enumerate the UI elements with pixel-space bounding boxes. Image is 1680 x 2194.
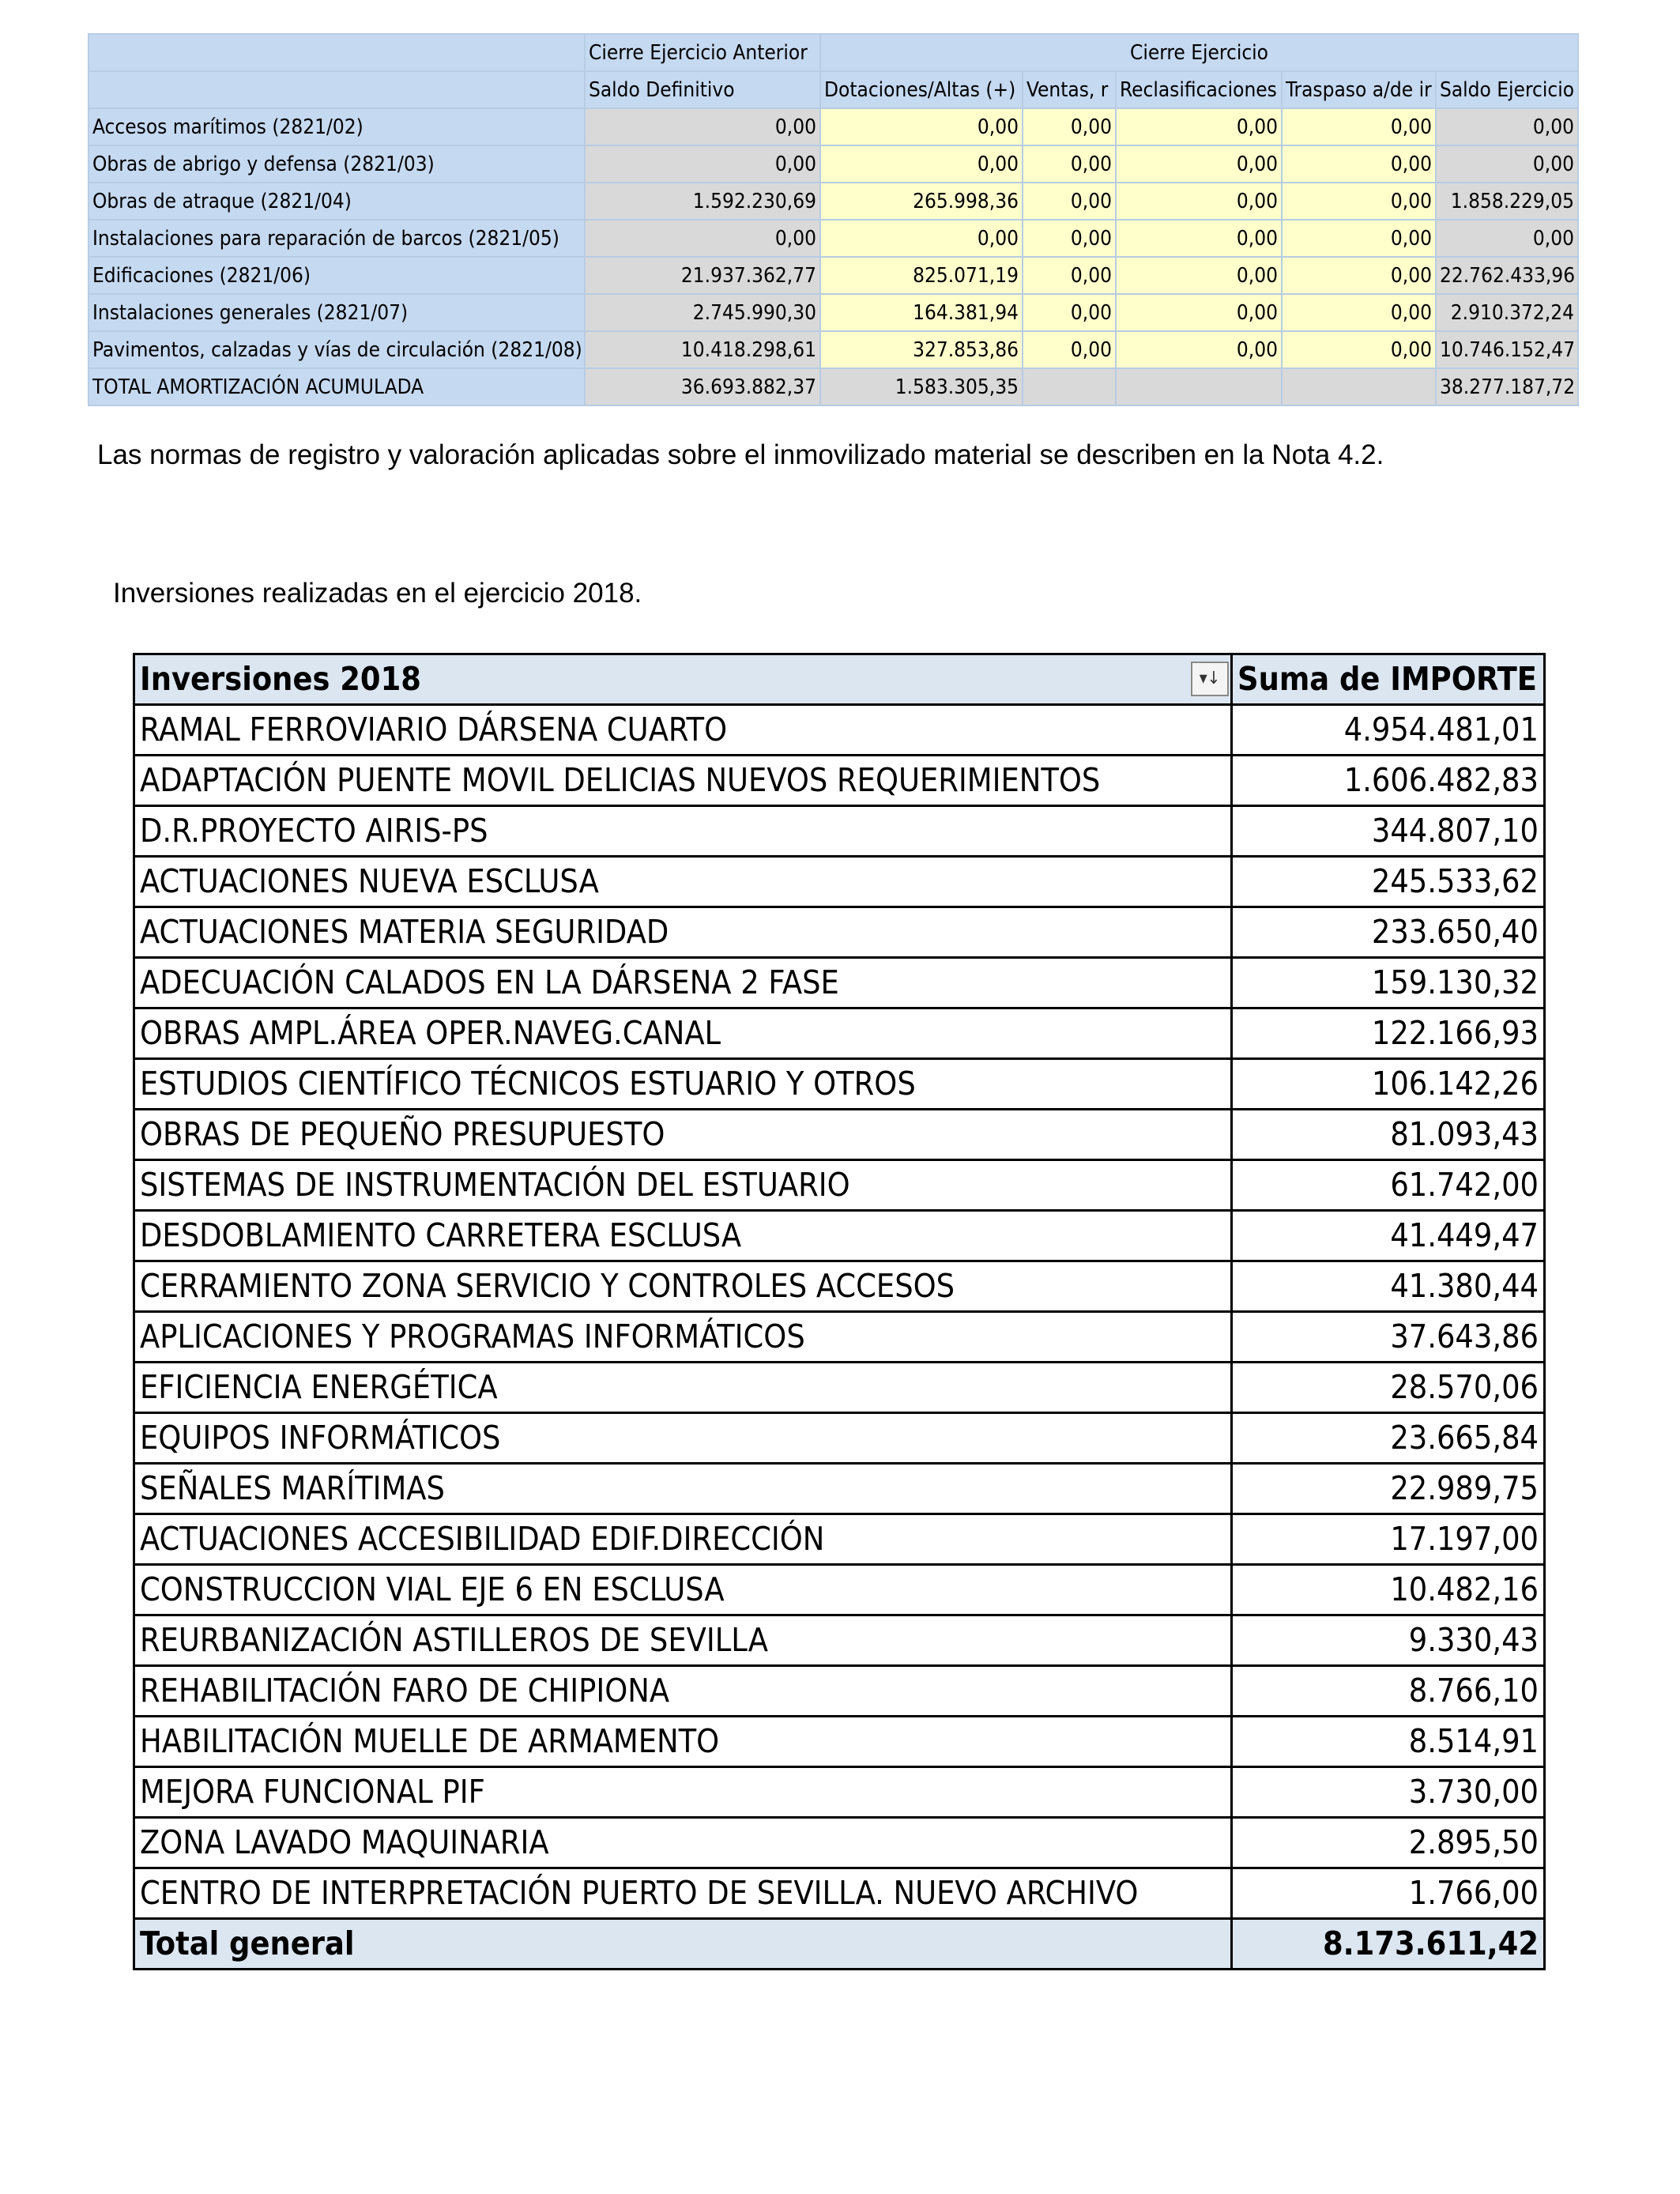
column-header-traspaso: Traspaso a/de ir: [1282, 71, 1436, 108]
cell-reclasificaciones: 0,00: [1116, 257, 1282, 294]
investment-amount: 1.766,00: [1232, 1868, 1545, 1919]
cell-saldo-definitivo: 0,00: [585, 108, 820, 145]
cell-reclasificaciones: 0,00: [1116, 183, 1282, 220]
total-label: TOTAL AMORTIZACIÓN ACUMULADA: [89, 368, 585, 405]
investment-amount: 17.197,00: [1232, 1514, 1545, 1565]
table-row: [134, 1160, 1545, 1211]
cell-traspaso: 0,00: [1282, 108, 1436, 145]
cell-saldo-ejercicio: 0,00: [1436, 145, 1578, 183]
cell-traspaso: 0,00: [1282, 294, 1436, 331]
table-row: [134, 1312, 1545, 1363]
cell-saldo-definitivo: 21.937.362,77: [585, 257, 820, 294]
inversiones-header-row: [134, 654, 1545, 705]
amortizacion-corner-cell: [89, 71, 585, 108]
group-header-cierre-anterior: Cierre Ejercicio Anterior: [585, 34, 820, 71]
inversiones-intro-paragraph: Inversiones realizadas en el ejercicio 2018.: [113, 578, 642, 609]
cell-ventas: 0,00: [1023, 183, 1116, 220]
investment-name: D.R.PROYECTO AIRIS-PS: [134, 806, 1232, 857]
table-row: [134, 1514, 1545, 1565]
cell-dotaciones: 164.381,94: [820, 294, 1023, 331]
investment-name: SISTEMAS DE INSTRUMENTACIÓN DEL ESTUARIO: [134, 1160, 1232, 1211]
cell-dotaciones: 0,00: [820, 220, 1023, 257]
table-row: [134, 1059, 1545, 1110]
investment-amount: 81.093,43: [1232, 1110, 1545, 1160]
total-traspaso: [1282, 368, 1436, 405]
total-saldo-ejercicio: 38.277.187,72: [1436, 368, 1578, 405]
amortizacion-corner-cell: [89, 34, 585, 71]
table-row: [134, 1261, 1545, 1312]
table-row: [89, 145, 1578, 183]
table-row: [134, 958, 1545, 1008]
cell-saldo-definitivo: 1.592.230,69: [585, 183, 820, 220]
filter-sort-icon[interactable]: ▾↓: [1191, 662, 1229, 696]
investment-name: DESDOBLAMIENTO CARRETERA ESCLUSA: [134, 1211, 1232, 1261]
cell-traspaso: 0,00: [1282, 257, 1436, 294]
cell-ventas: 0,00: [1023, 108, 1116, 145]
table-row: [89, 220, 1578, 257]
table-row: [134, 1717, 1545, 1767]
table-row: [134, 1868, 1545, 1919]
inversiones-table: [133, 653, 1546, 1970]
cell-saldo-definitivo: 10.418.298,61: [585, 331, 820, 368]
inversiones-total-row: [134, 1919, 1545, 1970]
cell-reclasificaciones: 0,00: [1116, 108, 1282, 145]
cell-reclasificaciones: 0,00: [1116, 294, 1282, 331]
cell-saldo-ejercicio: 0,00: [1436, 108, 1578, 145]
cell-ventas: 0,00: [1023, 220, 1116, 257]
investment-name: CONSTRUCCION VIAL EJE 6 EN ESCLUSA: [134, 1565, 1232, 1615]
cell-traspaso: 0,00: [1282, 145, 1436, 183]
investment-name: ZONA LAVADO MAQUINARIA: [134, 1818, 1232, 1868]
cell-saldo-ejercicio: 2.910.372,24: [1436, 294, 1578, 331]
investment-amount: 22.989,75: [1232, 1464, 1545, 1514]
total-dotaciones: 1.583.305,35: [820, 368, 1023, 405]
cell-traspaso: 0,00: [1282, 183, 1436, 220]
cell-ventas: 0,00: [1023, 331, 1116, 368]
cell-ventas: 0,00: [1023, 257, 1116, 294]
investment-amount: 245.533,62: [1232, 857, 1545, 907]
investment-amount: 8.514,91: [1232, 1717, 1545, 1767]
investment-amount: 23.665,84: [1232, 1413, 1545, 1464]
column-header-dotaciones: Dotaciones/Altas (+): [820, 71, 1023, 108]
table-row: [134, 1666, 1545, 1717]
investment-name: APLICACIONES Y PROGRAMAS INFORMÁTICOS: [134, 1312, 1232, 1363]
total-saldo-definitivo: 36.693.882,37: [585, 368, 820, 405]
normas-paragraph: Las normas de registro y valoración aplicadas sobre el inmovilizado material se describen en la Nota 4.2.: [97, 439, 1384, 470]
table-row: [134, 1818, 1545, 1868]
total-general-amount: 8.173.611,42: [1232, 1919, 1545, 1970]
table-row: [89, 294, 1578, 331]
cell-reclasificaciones: 0,00: [1116, 220, 1282, 257]
investment-name: ADECUACIÓN CALADOS EN LA DÁRSENA 2 FASE: [134, 958, 1232, 1008]
table-row: [134, 1464, 1545, 1514]
cell-saldo-definitivo: 0,00: [585, 220, 820, 257]
investment-name: ACTUACIONES MATERIA SEGURIDAD: [134, 907, 1232, 958]
table-row: [134, 705, 1545, 756]
column-header-saldo-definitivo: Saldo Definitivo: [585, 71, 820, 108]
table-row: [89, 183, 1578, 220]
row-label: Edificaciones (2821/06): [89, 257, 585, 294]
cell-ventas: 0,00: [1023, 145, 1116, 183]
investment-name: CERRAMIENTO ZONA SERVICIO Y CONTROLES ACCESOS: [134, 1261, 1232, 1312]
cell-saldo-ejercicio: 22.762.433,96: [1436, 257, 1578, 294]
row-label: Instalaciones para reparación de barcos (2821/05): [89, 220, 585, 257]
amortizacion-column-header-row: [89, 71, 1578, 108]
table-row: [134, 857, 1545, 907]
investment-amount: 1.606.482,83: [1232, 756, 1545, 806]
investment-name: EQUIPOS INFORMÁTICOS: [134, 1413, 1232, 1464]
investment-amount: 344.807,10: [1232, 806, 1545, 857]
total-general-label: Total general: [134, 1919, 1232, 1970]
total-reclasificaciones: [1116, 368, 1282, 405]
cell-dotaciones: 0,00: [820, 145, 1023, 183]
column-header-saldo-ejercicio: Saldo Ejercicio: [1436, 71, 1578, 108]
investment-name: ACTUACIONES ACCESIBILIDAD EDIF.DIRECCIÓN: [134, 1514, 1232, 1565]
investment-amount: 122.166,93: [1232, 1008, 1545, 1059]
investment-name: ESTUDIOS CIENTÍFICO TÉCNICOS ESTUARIO Y OTROS: [134, 1059, 1232, 1110]
cell-traspaso: 0,00: [1282, 331, 1436, 368]
row-label: Instalaciones generales (2821/07): [89, 294, 585, 331]
investment-name: MEJORA FUNCIONAL PIF: [134, 1767, 1232, 1818]
investment-name: CENTRO DE INTERPRETACIÓN PUERTO DE SEVILLA. NUEVO ARCHIVO: [134, 1868, 1232, 1919]
cell-dotaciones: 825.071,19: [820, 257, 1023, 294]
investment-name: SEÑALES MARÍTIMAS: [134, 1464, 1232, 1514]
row-label: Pavimentos, calzadas y vías de circulación (2821/08): [89, 331, 585, 368]
investment-amount: 8.766,10: [1232, 1666, 1545, 1717]
investment-name: OBRAS DE PEQUEÑO PRESUPUESTO: [134, 1110, 1232, 1160]
total-ventas: [1023, 368, 1116, 405]
table-row: [89, 257, 1578, 294]
cell-saldo-ejercicio: 10.746.152,47: [1436, 331, 1578, 368]
investment-amount: 41.449,47: [1232, 1211, 1545, 1261]
investment-name: REHABILITACIÓN FARO DE CHIPIONA: [134, 1666, 1232, 1717]
inversiones-header-label: Inversiones 2018: [140, 660, 421, 698]
investment-amount: 61.742,00: [1232, 1160, 1545, 1211]
investment-name: ADAPTACIÓN PUENTE MOVIL DELICIAS NUEVOS REQUERIMIENTOS: [134, 756, 1232, 806]
table-row: [134, 1767, 1545, 1818]
group-header-cierre-ejercicio: Cierre Ejercicio: [820, 34, 1578, 71]
cell-saldo-ejercicio: 0,00: [1436, 220, 1578, 257]
row-label: Obras de abrigo y defensa (2821/03): [89, 145, 585, 183]
amortizacion-total-row: [89, 368, 1578, 405]
inversiones-header-value: Suma de IMPORTE: [1232, 654, 1545, 705]
investment-amount: 37.643,86: [1232, 1312, 1545, 1363]
cell-traspaso: 0,00: [1282, 220, 1436, 257]
investment-amount: 106.142,26: [1232, 1059, 1545, 1110]
column-header-reclasificaciones: Reclasificaciones: [1116, 71, 1282, 108]
investment-name: HABILITACIÓN MUELLE DE ARMAMENTO: [134, 1717, 1232, 1767]
investment-name: REURBANIZACIÓN ASTILLEROS DE SEVILLA: [134, 1615, 1232, 1666]
investment-amount: 4.954.481,01: [1232, 705, 1545, 756]
investment-amount: 233.650,40: [1232, 907, 1545, 958]
table-row: [134, 1363, 1545, 1413]
table-row: [134, 1008, 1545, 1059]
cell-ventas: 0,00: [1023, 294, 1116, 331]
table-row: [134, 756, 1545, 806]
cell-dotaciones: 0,00: [820, 108, 1023, 145]
table-row: [134, 1110, 1545, 1160]
table-row: [134, 1211, 1545, 1261]
investment-name: ACTUACIONES NUEVA ESCLUSA: [134, 857, 1232, 907]
investment-amount: 41.380,44: [1232, 1261, 1545, 1312]
row-label: Accesos marítimos (2821/02): [89, 108, 585, 145]
investment-name: RAMAL FERROVIARIO DÁRSENA CUARTO: [134, 705, 1232, 756]
table-row: [134, 806, 1545, 857]
inversiones-header-name: [134, 654, 1232, 705]
investment-name: EFICIENCIA ENERGÉTICA: [134, 1363, 1232, 1413]
cell-saldo-definitivo: 0,00: [585, 145, 820, 183]
column-header-ventas: Ventas, r: [1023, 71, 1116, 108]
table-row: [134, 1565, 1545, 1615]
cell-reclasificaciones: 0,00: [1116, 145, 1282, 183]
investment-amount: 159.130,32: [1232, 958, 1545, 1008]
cell-saldo-definitivo: 2.745.990,30: [585, 294, 820, 331]
row-label: Obras de atraque (2821/04): [89, 183, 585, 220]
cell-reclasificaciones: 0,00: [1116, 331, 1282, 368]
table-row: [134, 907, 1545, 958]
cell-dotaciones: 265.998,36: [820, 183, 1023, 220]
amortizacion-table: [88, 33, 1579, 406]
cell-dotaciones: 327.853,86: [820, 331, 1023, 368]
investment-amount: 9.330,43: [1232, 1615, 1545, 1666]
investment-amount: 2.895,50: [1232, 1818, 1545, 1868]
table-row: [89, 331, 1578, 368]
table-row: [89, 108, 1578, 145]
table-row: [134, 1615, 1545, 1666]
cell-saldo-ejercicio: 1.858.229,05: [1436, 183, 1578, 220]
investment-amount: 10.482,16: [1232, 1565, 1545, 1615]
amortizacion-group-header-row: [89, 34, 1578, 71]
table-row: [134, 1413, 1545, 1464]
investment-amount: 3.730,00: [1232, 1767, 1545, 1818]
investment-name: OBRAS AMPL.ÁREA OPER.NAVEG.CANAL: [134, 1008, 1232, 1059]
investment-amount: 28.570,06: [1232, 1363, 1545, 1413]
